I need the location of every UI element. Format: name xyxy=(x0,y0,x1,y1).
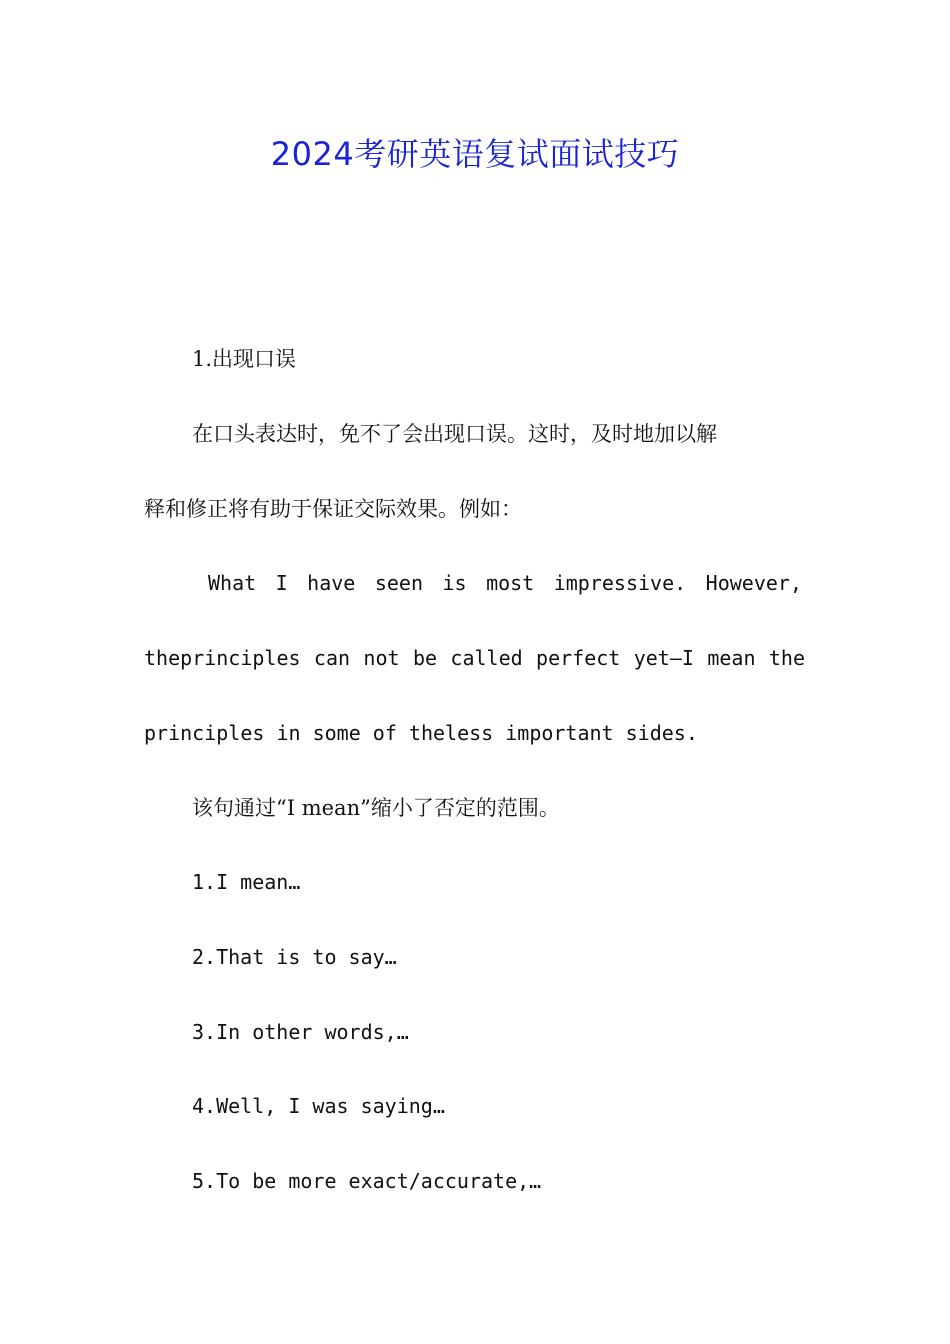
section-heading: 1.出现口误 xyxy=(192,347,297,371)
example-line-2: theprinciples can not be called perfect yet—I mean the xyxy=(144,646,805,670)
intro-line-2: 释和修正将有助于保证交际效果。例如： xyxy=(144,497,522,521)
phrase-item: 4.Well, I was saying… xyxy=(192,1094,445,1118)
explanation-line: 该句通过“I mean”缩小了否定的范围。 xyxy=(192,796,560,820)
intro-line-1: 在口头表达时，免不了会出现口误。这时，及时地加以解 xyxy=(192,422,717,446)
phrase-item: 5.To be more exact/accurate,… xyxy=(192,1169,542,1193)
example-line-1: What I have seen is most impressive. However, xyxy=(208,571,802,595)
document-title: 2024考研英语复试面试技巧 xyxy=(270,135,680,173)
phrase-item: 2.That is to say… xyxy=(192,945,397,969)
example-line-3: principles in some of theless important sides. xyxy=(144,721,698,745)
phrase-item: 1.I mean… xyxy=(192,870,301,894)
phrase-item: 3.In other words,… xyxy=(192,1020,409,1044)
